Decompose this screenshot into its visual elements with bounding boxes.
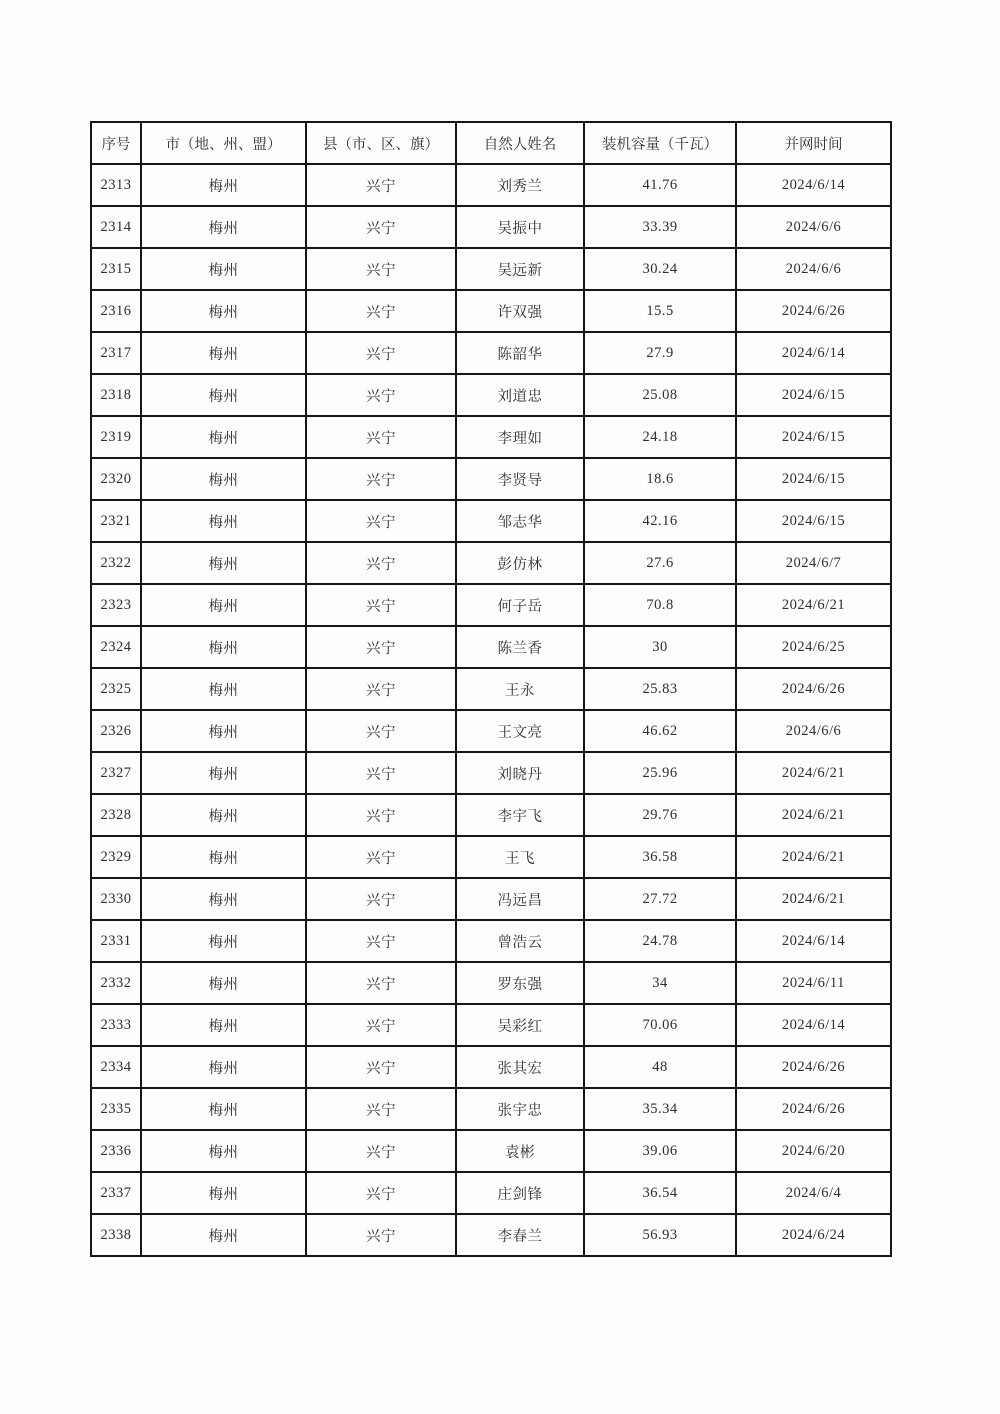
table-cell-name: 庄剑锋 — [456, 1172, 584, 1214]
table-cell-date: 2024/6/21 — [736, 836, 891, 878]
table-body — [91, 164, 891, 1256]
table-cell-county: 兴宁 — [306, 206, 456, 248]
table-cell-name: 王永 — [456, 668, 584, 710]
table-cell-seq: 2316 — [91, 290, 141, 332]
table-cell-county: 兴宁 — [306, 542, 456, 584]
table-cell-county: 兴宁 — [306, 164, 456, 206]
table-cell-date: 2024/6/14 — [736, 164, 891, 206]
table-cell-date: 2024/6/24 — [736, 1214, 891, 1256]
table-row — [91, 416, 891, 458]
table-cell-city: 梅州 — [141, 1130, 306, 1172]
table-cell-county: 兴宁 — [306, 248, 456, 290]
table-cell-cap: 29.76 — [584, 794, 736, 836]
table-cell-county: 兴宁 — [306, 794, 456, 836]
table-cell-date: 2024/6/25 — [736, 626, 891, 668]
column-header-county: 县（市、区、旗） — [306, 122, 456, 164]
table-row — [91, 626, 891, 668]
table-row — [91, 500, 891, 542]
table-cell-name: 刘晓丹 — [456, 752, 584, 794]
table-cell-date: 2024/6/6 — [736, 206, 891, 248]
table-cell-county: 兴宁 — [306, 752, 456, 794]
column-header-name: 自然人姓名 — [456, 122, 584, 164]
table-row — [91, 206, 891, 248]
table-cell-name: 李贤导 — [456, 458, 584, 500]
table-cell-name: 刘道忠 — [456, 374, 584, 416]
table-cell-cap: 25.96 — [584, 752, 736, 794]
table-cell-city: 梅州 — [141, 416, 306, 458]
table-cell-seq: 2328 — [91, 794, 141, 836]
table-row — [91, 332, 891, 374]
table-cell-seq: 2319 — [91, 416, 141, 458]
table-cell-date: 2024/6/21 — [736, 584, 891, 626]
table-cell-cap: 36.58 — [584, 836, 736, 878]
table-cell-county: 兴宁 — [306, 332, 456, 374]
table-cell-county: 兴宁 — [306, 584, 456, 626]
table-cell-seq: 2320 — [91, 458, 141, 500]
table-cell-cap: 25.83 — [584, 668, 736, 710]
table-cell-city: 梅州 — [141, 878, 306, 920]
table-header-row — [91, 122, 891, 164]
column-header-city: 市（地、州、盟） — [141, 122, 306, 164]
table-cell-seq: 2332 — [91, 962, 141, 1004]
table-row — [91, 920, 891, 962]
table-cell-city: 梅州 — [141, 458, 306, 500]
table-cell-date: 2024/6/26 — [736, 1088, 891, 1130]
table-cell-city: 梅州 — [141, 584, 306, 626]
table-cell-county: 兴宁 — [306, 1214, 456, 1256]
table-cell-seq: 2335 — [91, 1088, 141, 1130]
table-cell-city: 梅州 — [141, 332, 306, 374]
table-cell-city: 梅州 — [141, 794, 306, 836]
table-cell-county: 兴宁 — [306, 920, 456, 962]
table-cell-seq: 2334 — [91, 1046, 141, 1088]
table-cell-name: 许双强 — [456, 290, 584, 332]
table-cell-seq: 2322 — [91, 542, 141, 584]
table-cell-date: 2024/6/15 — [736, 416, 891, 458]
table-cell-cap: 56.93 — [584, 1214, 736, 1256]
table-cell-cap: 18.6 — [584, 458, 736, 500]
table-cell-cap: 24.18 — [584, 416, 736, 458]
table-cell-county: 兴宁 — [306, 962, 456, 1004]
table-cell-county: 兴宁 — [306, 1088, 456, 1130]
table-cell-name: 冯远昌 — [456, 878, 584, 920]
table-cell-name: 王文亮 — [456, 710, 584, 752]
table-cell-city: 梅州 — [141, 206, 306, 248]
table-header-row — [91, 122, 891, 164]
table-cell-cap: 39.06 — [584, 1130, 736, 1172]
table-cell-city: 梅州 — [141, 1214, 306, 1256]
table-cell-county: 兴宁 — [306, 416, 456, 458]
table-cell-date: 2024/6/6 — [736, 248, 891, 290]
table-cell-name: 李春兰 — [456, 1214, 584, 1256]
column-header-date: 并网时间 — [736, 122, 891, 164]
table-row — [91, 752, 891, 794]
table-cell-name: 罗东强 — [456, 962, 584, 1004]
table-cell-seq: 2338 — [91, 1214, 141, 1256]
table-cell-date: 2024/6/11 — [736, 962, 891, 1004]
table-cell-cap: 33.39 — [584, 206, 736, 248]
table-row — [91, 290, 891, 332]
table-cell-date: 2024/6/14 — [736, 920, 891, 962]
table-cell-name: 何子岳 — [456, 584, 584, 626]
table-cell-city: 梅州 — [141, 752, 306, 794]
table-cell-seq: 2333 — [91, 1004, 141, 1046]
table-cell-seq: 2331 — [91, 920, 141, 962]
table-cell-county: 兴宁 — [306, 290, 456, 332]
table-cell-name: 张其宏 — [456, 1046, 584, 1088]
table-cell-date: 2024/6/20 — [736, 1130, 891, 1172]
table-cell-city: 梅州 — [141, 962, 306, 1004]
table-row — [91, 1130, 891, 1172]
table-cell-name: 吴远新 — [456, 248, 584, 290]
table-row — [91, 458, 891, 500]
table-row — [91, 542, 891, 584]
table-cell-county: 兴宁 — [306, 1004, 456, 1046]
table-row — [91, 248, 891, 290]
table-cell-city: 梅州 — [141, 1172, 306, 1214]
table-cell-date: 2024/6/21 — [736, 878, 891, 920]
table-cell-cap: 35.34 — [584, 1088, 736, 1130]
column-header-cap: 装机容量（千瓦） — [584, 122, 736, 164]
table-cell-cap: 48 — [584, 1046, 736, 1088]
table-cell-date: 2024/6/4 — [736, 1172, 891, 1214]
table-cell-cap: 70.8 — [584, 584, 736, 626]
table-cell-name: 邹志华 — [456, 500, 584, 542]
table-cell-name: 李理如 — [456, 416, 584, 458]
table-cell-date: 2024/6/21 — [736, 752, 891, 794]
table-cell-county: 兴宁 — [306, 1046, 456, 1088]
table-row — [91, 374, 891, 416]
table-row — [91, 794, 891, 836]
table-row — [91, 1046, 891, 1088]
table-cell-name: 张宇忠 — [456, 1088, 584, 1130]
table-cell-date: 2024/6/14 — [736, 332, 891, 374]
table-cell-county: 兴宁 — [306, 668, 456, 710]
table-cell-county: 兴宁 — [306, 626, 456, 668]
table-cell-cap: 25.08 — [584, 374, 736, 416]
table-cell-seq: 2336 — [91, 1130, 141, 1172]
table-row — [91, 1088, 891, 1130]
table-cell-city: 梅州 — [141, 668, 306, 710]
table-cell-county: 兴宁 — [306, 878, 456, 920]
table-cell-city: 梅州 — [141, 542, 306, 584]
table-cell-city: 梅州 — [141, 710, 306, 752]
table-cell-date: 2024/6/7 — [736, 542, 891, 584]
table-row — [91, 1172, 891, 1214]
table-cell-county: 兴宁 — [306, 836, 456, 878]
table-cell-date: 2024/6/15 — [736, 374, 891, 416]
table-cell-seq: 2324 — [91, 626, 141, 668]
table-cell-date: 2024/6/21 — [736, 794, 891, 836]
table-cell-cap: 27.72 — [584, 878, 736, 920]
table-cell-seq: 2314 — [91, 206, 141, 248]
table-cell-name: 袁彬 — [456, 1130, 584, 1172]
table-cell-cap: 27.6 — [584, 542, 736, 584]
table-row — [91, 710, 891, 752]
table-cell-seq: 2313 — [91, 164, 141, 206]
table-cell-city: 梅州 — [141, 500, 306, 542]
table-cell-city: 梅州 — [141, 626, 306, 668]
table-cell-city: 梅州 — [141, 1004, 306, 1046]
table-cell-seq: 2323 — [91, 584, 141, 626]
table-cell-cap: 42.16 — [584, 500, 736, 542]
table-cell-name: 王飞 — [456, 836, 584, 878]
table-cell-seq: 2329 — [91, 836, 141, 878]
table-cell-cap: 34 — [584, 962, 736, 1004]
table-cell-cap: 46.62 — [584, 710, 736, 752]
table-cell-date: 2024/6/14 — [736, 1004, 891, 1046]
table-cell-date: 2024/6/26 — [736, 668, 891, 710]
table-row — [91, 1004, 891, 1046]
table-cell-seq: 2317 — [91, 332, 141, 374]
table-cell-name: 曾浩云 — [456, 920, 584, 962]
table-row — [91, 836, 891, 878]
table-cell-name: 吴振中 — [456, 206, 584, 248]
table-cell-cap: 36.54 — [584, 1172, 736, 1214]
table-cell-cap: 41.76 — [584, 164, 736, 206]
table-cell-seq: 2327 — [91, 752, 141, 794]
table-cell-name: 陈兰香 — [456, 626, 584, 668]
table-cell-county: 兴宁 — [306, 710, 456, 752]
table-cell-cap: 15.5 — [584, 290, 736, 332]
grid-connection-table — [90, 121, 892, 1257]
table-cell-seq: 2318 — [91, 374, 141, 416]
table-cell-city: 梅州 — [141, 920, 306, 962]
table-cell-seq: 2321 — [91, 500, 141, 542]
table-cell-seq: 2330 — [91, 878, 141, 920]
table-cell-date: 2024/6/26 — [736, 1046, 891, 1088]
table-row — [91, 164, 891, 206]
table-cell-seq: 2337 — [91, 1172, 141, 1214]
table-row — [91, 962, 891, 1004]
table-cell-name: 李宇飞 — [456, 794, 584, 836]
table-cell-city: 梅州 — [141, 290, 306, 332]
table-cell-seq: 2326 — [91, 710, 141, 752]
table-row — [91, 1214, 891, 1256]
table-cell-name: 彭仿林 — [456, 542, 584, 584]
table-cell-city: 梅州 — [141, 836, 306, 878]
table-cell-city: 梅州 — [141, 164, 306, 206]
table-cell-cap: 30 — [584, 626, 736, 668]
table-cell-county: 兴宁 — [306, 458, 456, 500]
table-cell-date: 2024/6/15 — [736, 458, 891, 500]
table-cell-date: 2024/6/6 — [736, 710, 891, 752]
table-cell-city: 梅州 — [141, 248, 306, 290]
table-cell-cap: 27.9 — [584, 332, 736, 374]
table-cell-cap: 24.78 — [584, 920, 736, 962]
table-cell-city: 梅州 — [141, 1046, 306, 1088]
column-header-seq: 序号 — [91, 122, 141, 164]
table-cell-seq: 2315 — [91, 248, 141, 290]
table-cell-county: 兴宁 — [306, 1172, 456, 1214]
table-cell-date: 2024/6/15 — [736, 500, 891, 542]
table-cell-county: 兴宁 — [306, 1130, 456, 1172]
table-cell-seq: 2325 — [91, 668, 141, 710]
table-row — [91, 584, 891, 626]
table-cell-county: 兴宁 — [306, 374, 456, 416]
table-cell-cap: 70.06 — [584, 1004, 736, 1046]
table-cell-date: 2024/6/26 — [736, 290, 891, 332]
table-cell-city: 梅州 — [141, 374, 306, 416]
table-row — [91, 878, 891, 920]
table-cell-name: 刘秀兰 — [456, 164, 584, 206]
table-row — [91, 668, 891, 710]
table-cell-name: 吴彩红 — [456, 1004, 584, 1046]
table-cell-name: 陈韶华 — [456, 332, 584, 374]
table-cell-county: 兴宁 — [306, 500, 456, 542]
table-cell-cap: 30.24 — [584, 248, 736, 290]
table-cell-city: 梅州 — [141, 1088, 306, 1130]
